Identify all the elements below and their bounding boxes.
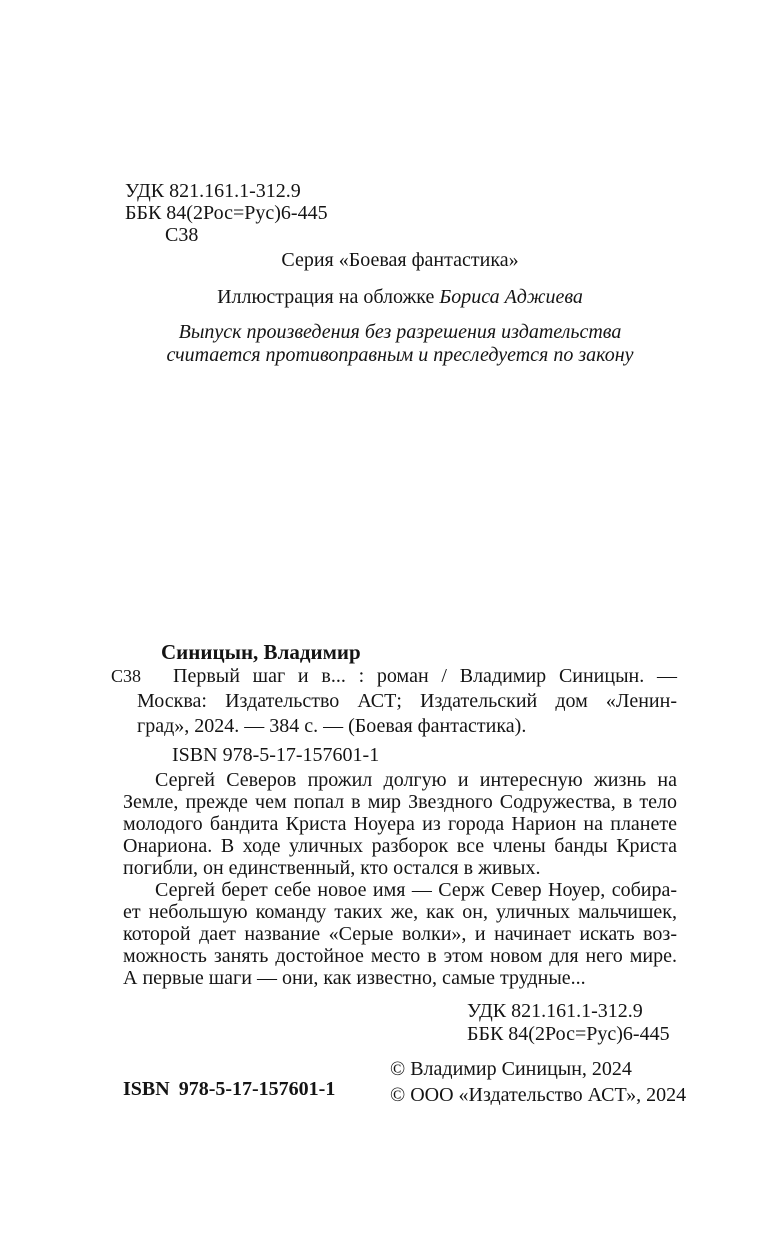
annotation-line: Земле, прежде чем попал в мир Звездного Содружества, в тело (123, 791, 677, 813)
copyright-block (390, 1056, 686, 1108)
annotation-line: можность занять достойное место в этом новом для него мире. (123, 945, 677, 967)
bibliographic-card (137, 664, 677, 739)
annotation-line: А первые шаги — они, как известно, самые трудные... (123, 967, 586, 989)
bottom-classification-block (467, 1000, 670, 1046)
annotation-line: Сергей берет себе новое имя — Серж Север Ноуер, собира- (155, 879, 677, 901)
annotation-line: молодого бандита Криста Ноуера из города Нарион на планете (123, 813, 677, 835)
annotation-line: которой дает название «Серые волки», и начинает искать воз- (123, 923, 677, 945)
annotation-block (123, 769, 677, 989)
bottom-udc-line: УДК 821.161.1-312.9 (467, 1000, 643, 1022)
card-author-sign-code: С38 (111, 666, 142, 686)
legal-notice-line: считается противоправным и преследуется по закону (166, 344, 634, 366)
udc-line: УДК 821.161.1-312.9 (125, 180, 301, 202)
illustration-artist: Бориса Аджиева (439, 286, 583, 308)
legal-notice-line: Выпуск произведения без разрешения издательства (178, 321, 622, 343)
series-line: Серия «Боевая фантастика» (281, 249, 519, 271)
annotation-line: Онариона. В ходе уличных разборок все члены банды Криста (123, 835, 677, 857)
bottom-bbk-line: ББК 84(2Рос=Рус)6-445 (467, 1023, 670, 1045)
annotation-line: ет небольшую команду таких же, как он, уличных мальчишек, (123, 901, 677, 923)
card-line: Первый шаг и в... : роман / Владимир Синицын. — (173, 665, 677, 687)
copyright-publisher-line: © ООО «Издательство АСТ», 2024 (390, 1084, 687, 1106)
illustration-credit (123, 286, 677, 309)
legal-notice (90, 321, 710, 367)
card-line: град», 2024. — 384 с. — (Боевая фантастика). (137, 715, 527, 737)
isbn-line: ISBN 978-5-17-157601-1 (172, 744, 380, 766)
annotation-line: погибли, он единственный, кто остался в живых. (123, 857, 541, 879)
card-line: Москва: Издательство АСТ; Издательский дом «Ленин- (137, 690, 677, 712)
annotation-line: Сергей Северов прожил долгую и интересную жизнь на (155, 769, 677, 791)
bottom-isbn-line: ISBN 978-5-17-157601-1 (123, 1078, 336, 1100)
card-author-name: Синицын, Владимир (161, 640, 361, 664)
classification-block (125, 180, 328, 246)
author-sign-code: С38 (165, 224, 199, 246)
bbk-line: ББК 84(2Рос=Рус)6-445 (125, 202, 328, 224)
copyright-author-line: © Владимир Синицын, 2024 (390, 1058, 632, 1080)
illustration-credit-prefix: Иллюстрация на обложке (217, 286, 440, 308)
